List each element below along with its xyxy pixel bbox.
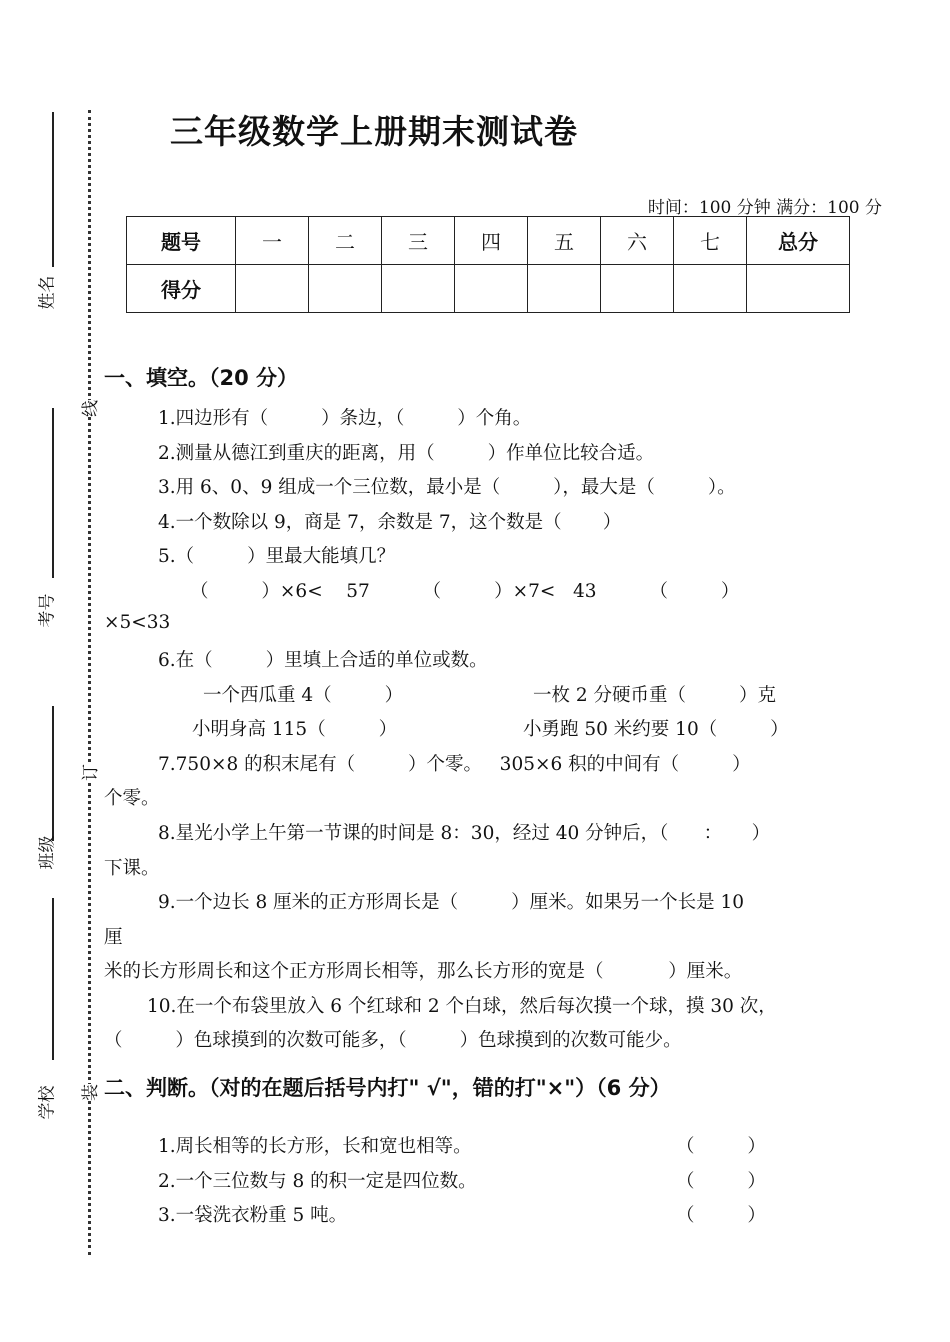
question-line: 米的长方形周长和这个正方形周长相等，那么长方形的宽是（ ）厘米。 [104,961,743,982]
column-6: 六 [601,217,674,265]
row-header-score: 得分 [127,265,236,313]
question-line: 7.750×8 的积末尾有（ ）个零。 305×6 积的中间有（ ） [158,754,751,775]
class-underline [52,706,54,841]
exam-no-underline [52,408,54,578]
score-table [126,216,850,313]
column-4: 四 [455,217,528,265]
judge-answer-box[interactable]: （ ） [676,1136,766,1157]
section-2-heading: 二、判断。（对的在题后括号内打" √"，错的打"×"）（6 分） [104,1076,671,1100]
question-line: 8.星光小学上午第一节课的时间是 8：30，经过 40 分钟后，（ ： ） [158,823,771,844]
name-label: 姓名 [37,275,58,310]
binding-char-ding: 订 [76,764,101,781]
question-line: 10.在一个布袋里放入 6 个红球和 2 个白球，然后每次摸一个球，摸 30 次， [147,996,777,1017]
judge-item: 2.一个三位数与 8 的积一定是四位数。 [158,1171,477,1192]
score-cell[interactable] [747,265,850,313]
judge-item: 3.一袋洗衣粉重 5 吨。 [158,1205,348,1226]
question-line: 9.一个边长 8 厘米的正方形周长是（ ）厘米。如果另一个长是 10 [158,892,745,913]
question-line: 个零。 [104,788,160,809]
question-line: 5.（ ）里最大能填几？ [158,546,396,567]
question-line: 6.在（ ）里填上合适的单位或数。 [158,650,488,671]
score-cell[interactable] [528,265,601,313]
question-line: 一个西瓜重 4（ ） [203,685,404,706]
question-line: 小明身高 115（ ） [192,719,398,740]
question-line: 2.测量从德江到重庆的距离，用（ ）作单位比较合适。 [158,443,655,464]
column-total: 总分 [747,217,850,265]
judge-answer-box[interactable]: （ ） [676,1171,766,1192]
question-line: 一枚 2 分硬币重（ ）克 [533,685,776,706]
binding-char-zhuang: 装 [76,1084,101,1101]
column-1: 一 [236,217,309,265]
page-title: 三年级数学上册期末测试卷 [170,112,578,151]
column-5: 五 [528,217,601,265]
question-line: 4.一个数除以 9，商是 7，余数是 7，这个数是（ ） [158,512,622,533]
score-cell[interactable] [455,265,528,313]
judge-answer-box[interactable]: （ ） [676,1205,766,1226]
column-2: 二 [309,217,382,265]
row-header-question-no: 题号 [127,217,236,265]
question-line: （ ）×6< 57 （ ）×7< 43 （ ） [190,581,740,602]
question-line: 1.四边形有（ ）条边，（ ）个角。 [158,408,532,429]
question-line: 下课。 [104,858,160,879]
score-cell[interactable] [674,265,747,313]
column-3: 三 [382,217,455,265]
question-line: 厘 [104,927,123,948]
exam-meta: 时间：100 分钟 满分：100 分 [647,198,882,218]
name-underline [52,112,54,267]
binding-char-xian: 线 [76,400,101,417]
question-line: 3.用 6、0、9 组成一个三位数，最小是（ ），最大是（ ）。 [158,477,736,498]
score-cell[interactable] [601,265,674,313]
exam-no-label: 考号 [37,593,58,628]
school-label: 学校 [37,1085,58,1120]
score-cell[interactable] [382,265,455,313]
judge-item: 1.周长相等的长方形，长和宽也相等。 [158,1136,472,1157]
school-underline [52,898,54,1060]
column-7: 七 [674,217,747,265]
score-cell[interactable] [236,265,309,313]
question-line: ×5<33 [104,612,171,633]
section-1-heading: 一、填空。（20 分） [104,366,299,390]
score-table-header-row [127,217,850,265]
question-line: 小勇跑 50 米约要 10（ ） [523,719,789,740]
class-label: 班级 [37,835,58,870]
score-table-score-row [127,265,850,313]
score-cell[interactable] [309,265,382,313]
question-line: （ ）色球摸到的次数可能多，（ ）色球摸到的次数可能少。 [104,1030,682,1051]
